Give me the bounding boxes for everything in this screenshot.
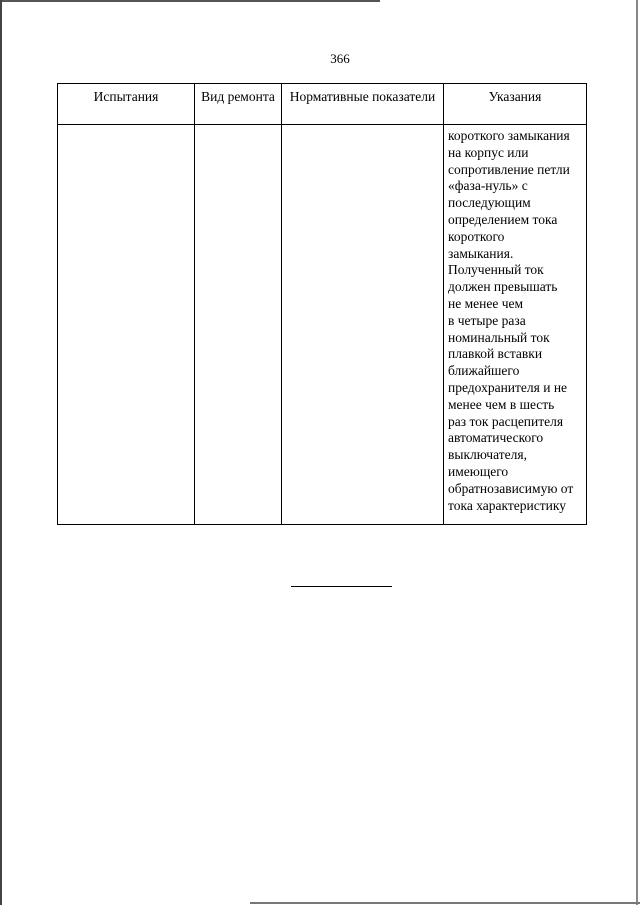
header-normative: Нормативные показатели xyxy=(282,84,444,125)
table-header-row xyxy=(58,84,587,125)
notes-line: короткого xyxy=(448,228,505,244)
notes-line: последующим xyxy=(448,195,531,211)
table-row xyxy=(58,125,587,525)
notes-line: определением тока xyxy=(448,211,558,227)
notes-line: ближайшего xyxy=(448,363,520,379)
notes-line: имеющего xyxy=(448,463,509,479)
notes-line: менее чем в шесть xyxy=(448,396,555,412)
end-of-section-rule xyxy=(291,586,392,587)
scan-edge-top xyxy=(0,0,380,2)
notes-line: предохранителя и не xyxy=(448,379,568,395)
notes-line: замыкания. xyxy=(448,245,514,261)
notes-line: не менее чем xyxy=(448,295,524,311)
cell-tests xyxy=(58,125,195,525)
notes-line: сопротивление петли xyxy=(448,161,570,177)
notes-line: на корпус или xyxy=(448,144,529,160)
notes-line: номинальный ток xyxy=(448,329,550,345)
notes-line: тока характеристику xyxy=(448,497,566,513)
requirements-table xyxy=(57,83,587,525)
cell-notes xyxy=(444,125,587,525)
cell-normative xyxy=(282,125,444,525)
notes-line: плавкой вставки xyxy=(448,346,543,362)
header-notes: Указания xyxy=(444,84,587,125)
notes-line: в четыре раза xyxy=(448,312,526,328)
notes-line: Полученный ток xyxy=(448,262,544,278)
page-number: 366 xyxy=(330,51,350,66)
cell-repair-type xyxy=(195,125,282,525)
scan-edge-right xyxy=(636,0,638,905)
header-repair-type: Вид ремонта xyxy=(195,84,282,125)
notes-line: короткого замыкания xyxy=(448,128,570,143)
scan-edge-bottom xyxy=(250,902,640,904)
header-tests: Испытания xyxy=(58,84,195,125)
notes-line: обратнозависимую от xyxy=(448,480,574,496)
scan-edge-left xyxy=(0,0,2,905)
notes-line: выключателя, xyxy=(448,447,527,463)
notes-line: автоматического xyxy=(448,430,544,446)
notes-line: раз ток расцепителя xyxy=(448,413,564,429)
notes-line: «фаза-нуль» с xyxy=(448,178,528,194)
notes-line: должен превышать xyxy=(448,279,558,295)
